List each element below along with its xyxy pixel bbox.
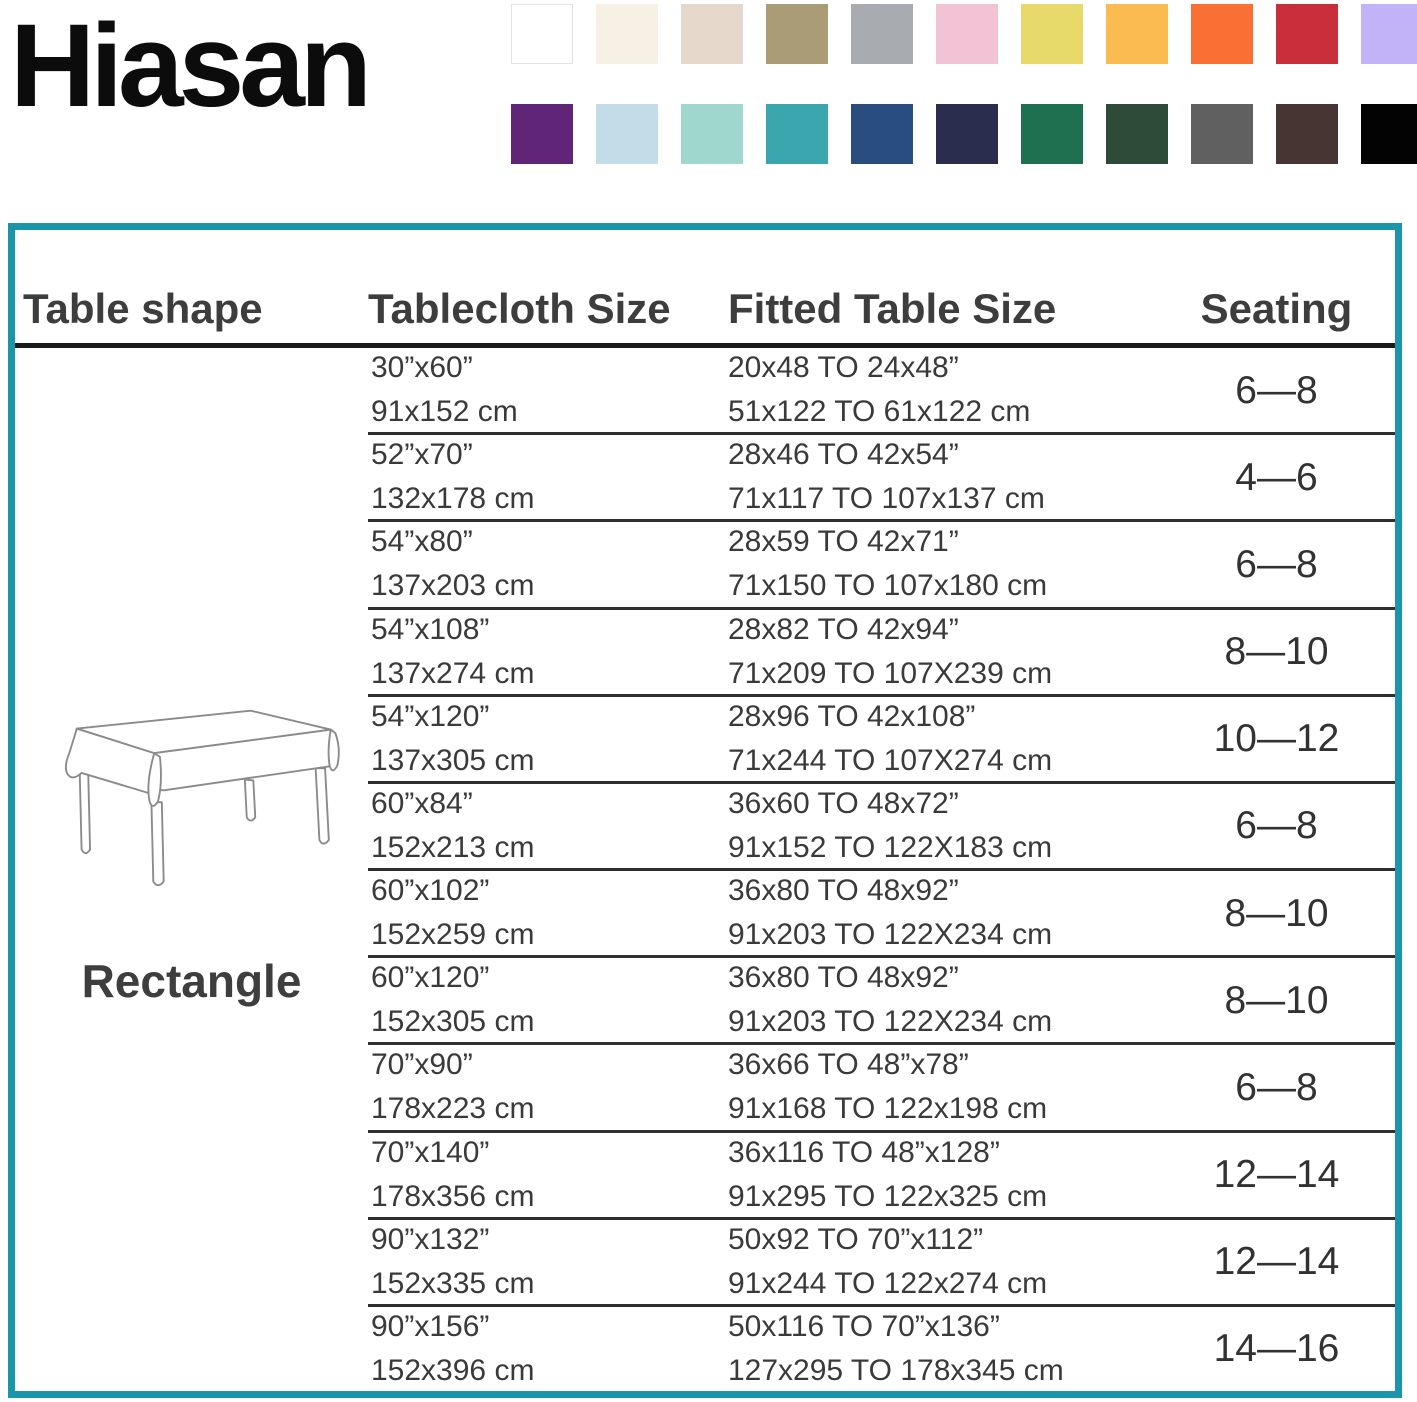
fitted-size-cm: 71x209 TO 107X239 cm — [728, 656, 1053, 690]
size-chart-header — [15, 230, 1395, 348]
size-row — [368, 432, 1395, 519]
fitted-size-cell — [728, 348, 1158, 432]
tablecloth-size-cell — [368, 435, 728, 519]
tablecloth-size-cell — [368, 1133, 728, 1217]
fitted-size-cm: 91x295 TO 122x325 cm — [728, 1179, 1048, 1213]
swatch-orange — [1191, 4, 1253, 64]
swatch-khaki — [766, 4, 828, 64]
seating-cell: 6—8 — [1235, 368, 1318, 412]
swatch-aqua — [681, 104, 743, 164]
tablecloth-size-in: 54”x120” — [371, 699, 490, 733]
tablecloth-size-cell — [368, 871, 728, 955]
rectangle-table-icon — [41, 696, 343, 898]
fitted-size-cm: 71x150 TO 107x180 cm — [728, 569, 1048, 603]
size-row — [368, 607, 1395, 694]
seating-cell: 6—8 — [1235, 1065, 1318, 1109]
fitted-size-cell — [728, 522, 1158, 606]
tablecloth-size-in: 70”x90” — [371, 1048, 473, 1082]
fitted-size-cell — [728, 1045, 1158, 1129]
size-row — [368, 868, 1395, 955]
size-row — [368, 1217, 1395, 1304]
fitted-size-in: 28x96 TO 42x108” — [728, 699, 976, 733]
seating-cell: 6—8 — [1235, 542, 1318, 586]
swatch-beige — [681, 4, 743, 64]
fitted-size-cell — [728, 784, 1158, 868]
fitted-size-cell — [728, 697, 1158, 781]
tablecloth-size-cm: 132x178 cm — [371, 482, 535, 516]
header-seating: Seating — [1200, 285, 1353, 332]
fitted-size-cm: 71x117 TO 107x137 cm — [728, 482, 1045, 516]
tablecloth-size-in: 60”x84” — [371, 786, 473, 820]
tablecloth-size-cell — [368, 1307, 728, 1391]
tablecloth-size-in: 54”x80” — [371, 525, 473, 559]
tablecloth-size-cell — [368, 1220, 728, 1304]
tablecloth-size-in: 70”x140” — [371, 1135, 490, 1169]
fitted-size-in: 36x80 TO 48x92” — [728, 874, 959, 908]
tablecloth-size-in: 52”x70” — [371, 438, 473, 472]
swatch-dark-navy — [936, 104, 998, 164]
fitted-size-cell — [728, 1307, 1158, 1391]
tablecloth-size-cm: 91x152 cm — [371, 395, 518, 429]
tablecloth-size-cm: 152x396 cm — [371, 1353, 535, 1387]
tablecloth-size-in: 60”x120” — [371, 961, 490, 995]
tablecloth-size-cm: 152x335 cm — [371, 1266, 535, 1300]
tablecloth-size-in: 30”x60” — [371, 351, 473, 385]
header-table-shape: Table shape — [23, 285, 263, 332]
fitted-size-cm: 127x295 TO 178x345 cm — [728, 1353, 1064, 1387]
tablecloth-size-cell — [368, 697, 728, 781]
swatch-gray — [851, 4, 913, 64]
fitted-size-in: 36x66 TO 48”x78” — [728, 1048, 969, 1082]
swatch-ivory — [596, 4, 658, 64]
fitted-size-cell — [728, 435, 1158, 519]
tablecloth-size-cm: 178x223 cm — [371, 1092, 535, 1126]
tablecloth-size-cm: 152x305 cm — [371, 1005, 535, 1039]
fitted-size-in: 28x82 TO 42x94” — [728, 612, 959, 646]
tablecloth-size-in: 54”x108” — [371, 612, 490, 646]
header-tablecloth-size: Tablecloth Size — [368, 285, 671, 332]
seating-cell: 10—12 — [1213, 717, 1340, 761]
size-row — [368, 1042, 1395, 1129]
seating-cell: 12—14 — [1213, 1240, 1340, 1284]
size-row — [368, 1304, 1395, 1391]
size-chart — [8, 223, 1402, 1398]
swatch-teal — [766, 104, 828, 164]
tablecloth-size-cm: 137x305 cm — [371, 743, 535, 777]
tablecloth-size-cell — [368, 1045, 728, 1129]
fitted-size-cell — [728, 1133, 1158, 1217]
tablecloth-size-in: 90”x156” — [371, 1309, 490, 1343]
seating-cell: 12—14 — [1213, 1153, 1340, 1197]
header-fitted-table-size: Fitted Table Size — [728, 285, 1057, 332]
fitted-size-cm: 91x152 TO 122X183 cm — [728, 830, 1053, 864]
table-shape-cell — [15, 348, 368, 1391]
swatch-pale-yellow — [1021, 4, 1083, 64]
seating-cell: 4—6 — [1235, 455, 1318, 499]
brand-logo: Hiasan — [10, 0, 367, 132]
fitted-size-cm: 51x122 TO 61x122 cm — [728, 395, 1031, 429]
size-row — [368, 955, 1395, 1042]
swatch-row-2 — [511, 104, 1417, 164]
seating-cell: 6—8 — [1235, 804, 1318, 848]
shape-label: Rectangle — [81, 954, 302, 1007]
fitted-size-cm: 91x244 TO 122x274 cm — [728, 1266, 1048, 1300]
tablecloth-size-in: 90”x132” — [371, 1222, 490, 1256]
fitted-size-in: 36x80 TO 48x92” — [728, 961, 959, 995]
fitted-size-cm: 71x244 TO 107X274 cm — [728, 743, 1053, 777]
swatch-dark-green — [1106, 104, 1168, 164]
fitted-size-cell — [728, 1220, 1158, 1304]
swatch-lavender — [1361, 4, 1417, 64]
tablecloth-size-cm: 137x203 cm — [371, 569, 535, 603]
swatch-light-blue — [596, 104, 658, 164]
size-row — [368, 1130, 1395, 1217]
swatch-red — [1276, 4, 1338, 64]
size-row — [368, 694, 1395, 781]
fitted-size-cell — [728, 871, 1158, 955]
fitted-size-in: 36x116 TO 48”x128” — [728, 1135, 1000, 1169]
tablecloth-size-cell — [368, 784, 728, 868]
fitted-size-cell — [728, 958, 1158, 1042]
swatch-navy — [851, 104, 913, 164]
fitted-size-cell — [728, 610, 1158, 694]
fitted-size-in: 36x60 TO 48x72” — [728, 786, 959, 820]
tablecloth-size-cell — [368, 522, 728, 606]
tablecloth-size-cm: 178x356 cm — [371, 1179, 535, 1213]
tablecloth-size-cm: 152x213 cm — [371, 830, 535, 864]
swatch-black — [1361, 104, 1417, 164]
swatch-dark-gray — [1191, 104, 1253, 164]
size-row — [368, 348, 1395, 432]
size-row — [368, 781, 1395, 868]
swatch-purple — [511, 104, 573, 164]
tablecloth-size-cell — [368, 958, 728, 1042]
fitted-size-in: 50x92 TO 70”x112” — [728, 1222, 984, 1256]
swatch-pink — [936, 4, 998, 64]
size-row — [368, 519, 1395, 606]
swatch-row-1 — [511, 4, 1417, 64]
seating-cell: 14—16 — [1213, 1327, 1340, 1371]
swatch-white — [511, 4, 573, 64]
fitted-size-cm: 91x203 TO 122X234 cm — [728, 918, 1053, 952]
tablecloth-size-cm: 137x274 cm — [371, 656, 535, 690]
fitted-size-in: 28x46 TO 42x54” — [728, 438, 959, 472]
seating-cell: 8—10 — [1224, 978, 1329, 1022]
swatch-dark-brown — [1276, 104, 1338, 164]
tablecloth-size-in: 60”x102” — [371, 874, 490, 908]
seating-cell: 8—10 — [1224, 630, 1329, 674]
color-swatches — [511, 4, 1417, 204]
fitted-size-in: 50x116 TO 70”x136” — [728, 1309, 1000, 1343]
size-chart-body — [15, 348, 1395, 1391]
size-rows — [368, 348, 1395, 1391]
fitted-size-cm: 91x203 TO 122X234 cm — [728, 1005, 1053, 1039]
tablecloth-size-cell — [368, 610, 728, 694]
tablecloth-size-cell — [368, 348, 728, 432]
swatch-gold — [1106, 4, 1168, 64]
swatch-emerald — [1021, 104, 1083, 164]
seating-cell: 8—10 — [1224, 891, 1329, 935]
fitted-size-in: 28x59 TO 42x71” — [728, 525, 959, 559]
fitted-size-cm: 91x168 TO 122x198 cm — [728, 1092, 1048, 1126]
tablecloth-size-cm: 152x259 cm — [371, 918, 535, 952]
fitted-size-in: 20x48 TO 24x48” — [728, 351, 959, 385]
